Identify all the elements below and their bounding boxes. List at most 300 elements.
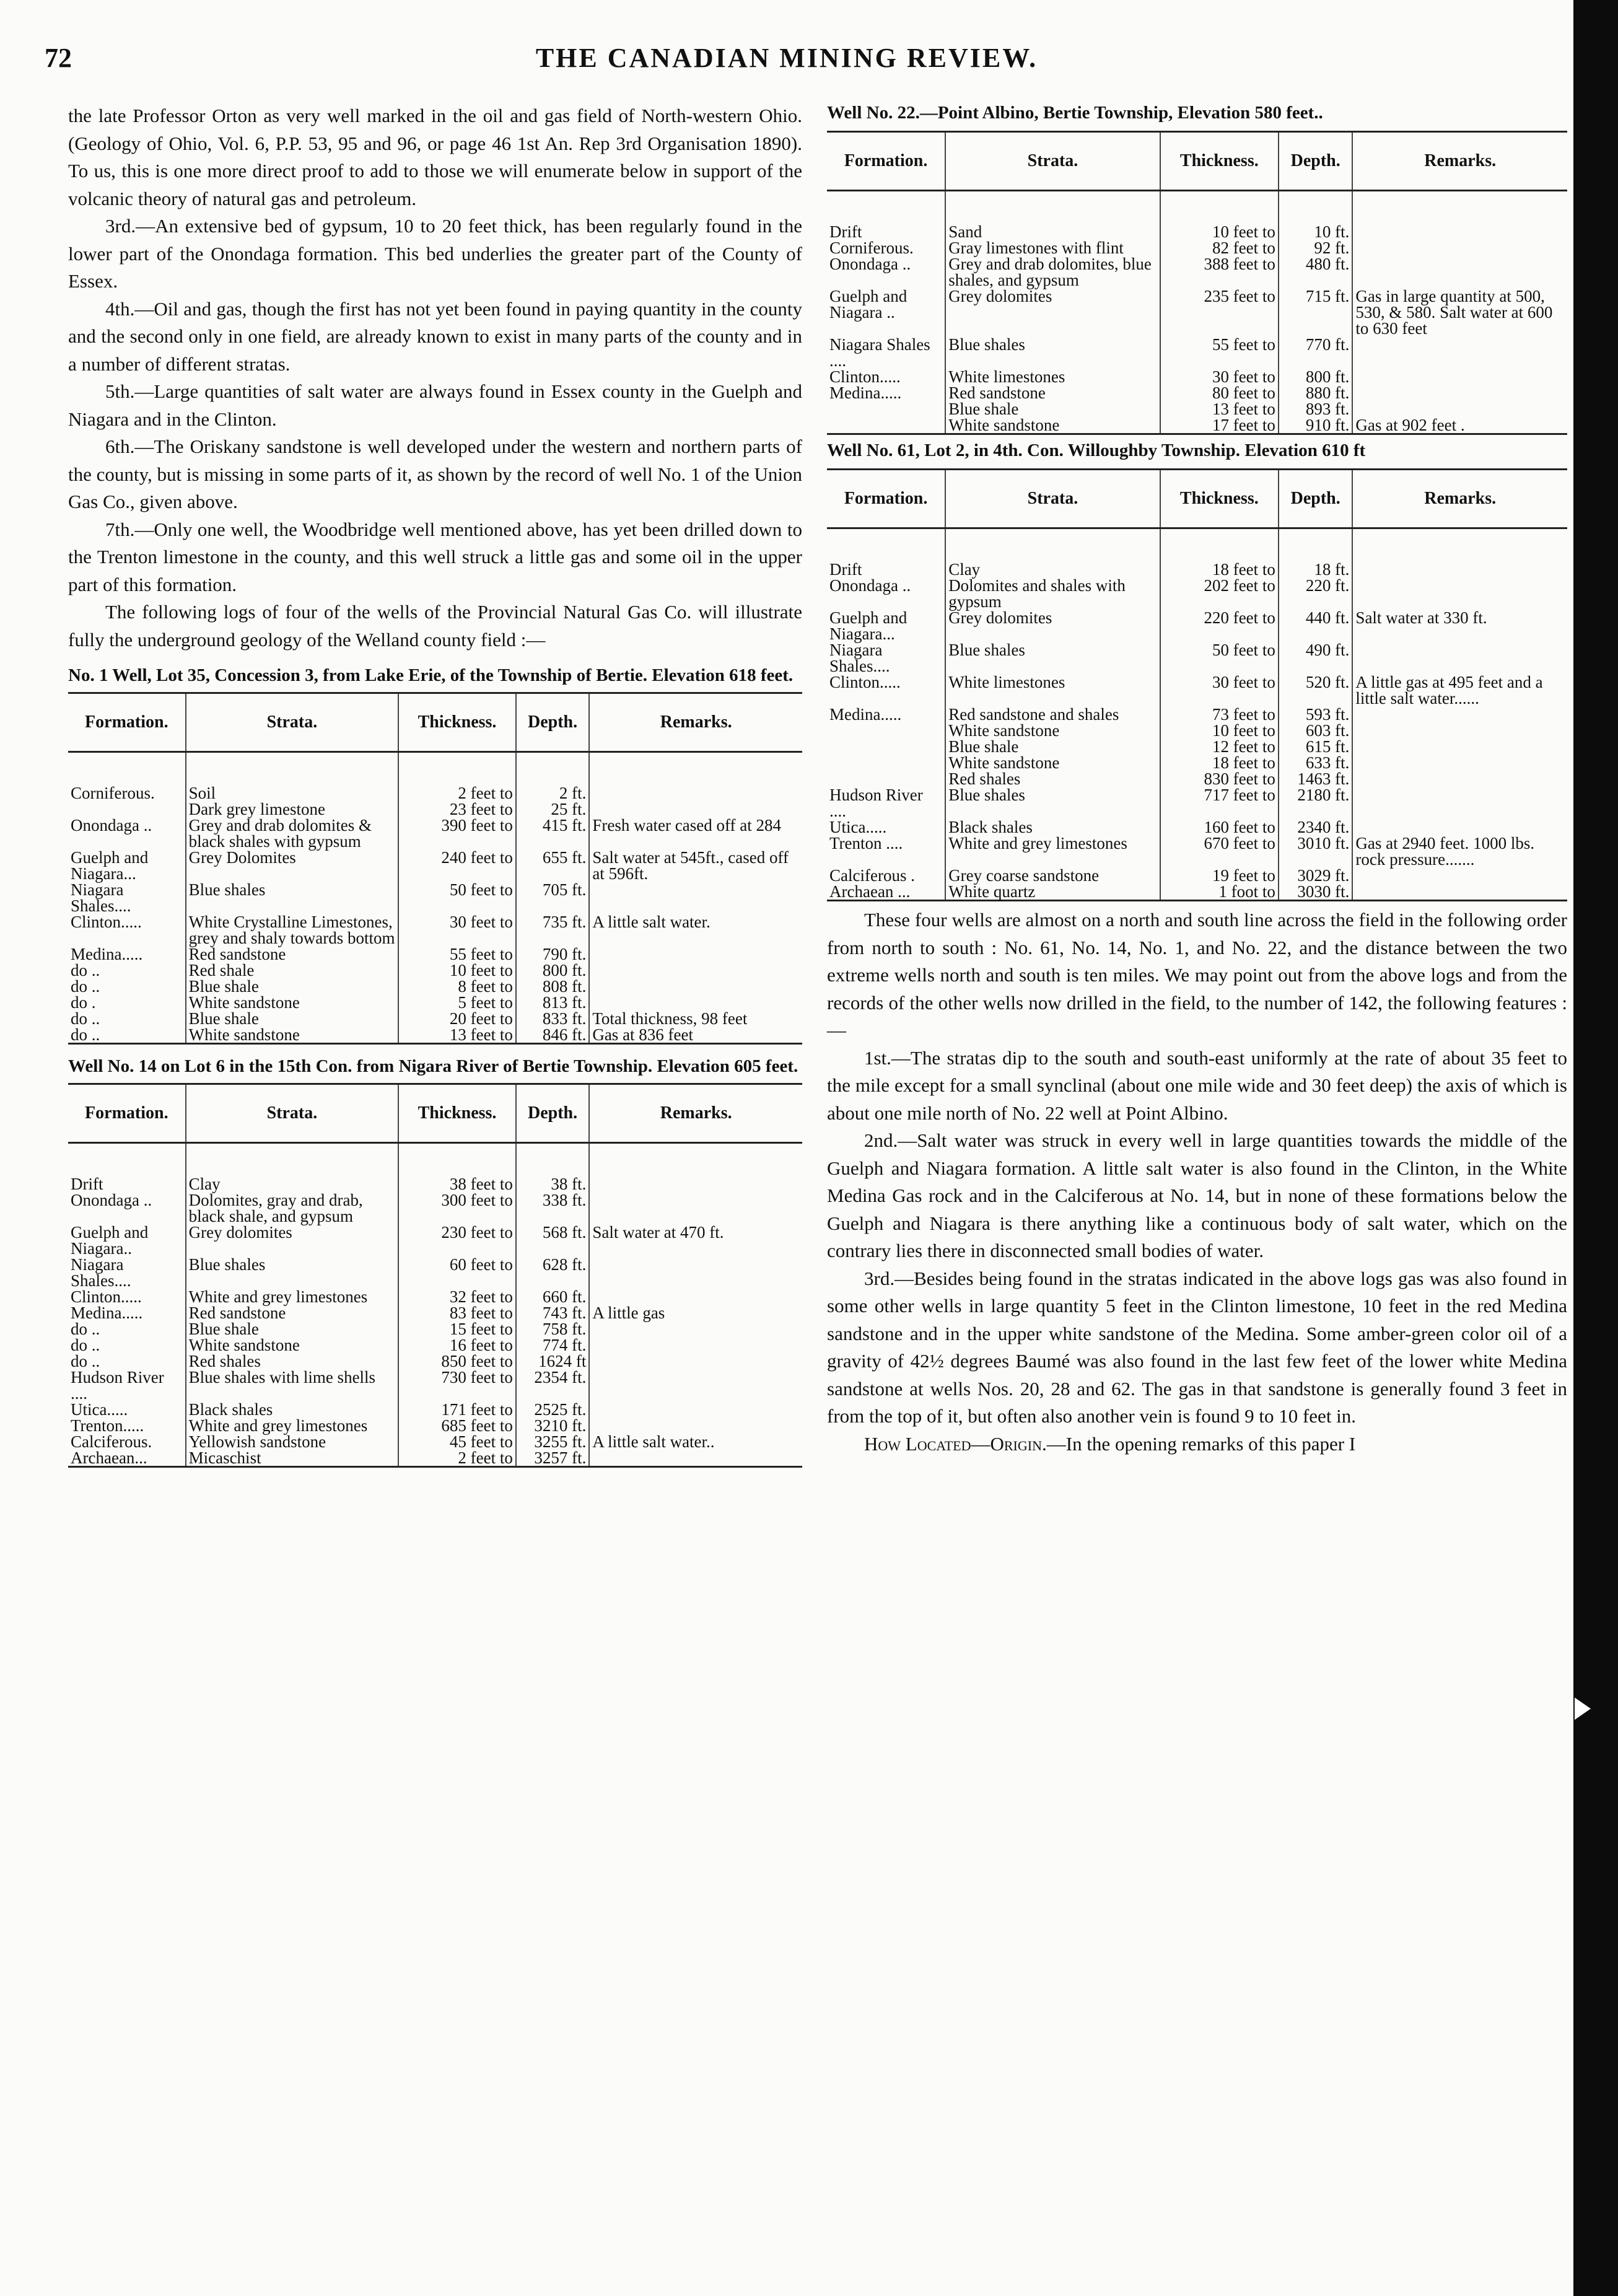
well-log-table-no1 bbox=[68, 692, 802, 1045]
well-log-table-no14 bbox=[68, 1083, 802, 1468]
column-header-depth: Depth. bbox=[1279, 132, 1353, 191]
cell-depth: 846 ft. bbox=[516, 1027, 590, 1044]
section-heading: How Located—Origin. bbox=[864, 1432, 1047, 1455]
cell-thickness: 18 feet to bbox=[1160, 561, 1279, 577]
cell-depth: 18 ft. bbox=[1279, 561, 1353, 577]
cell-remarks bbox=[589, 1353, 802, 1369]
log-table bbox=[68, 1083, 802, 1468]
cell-thickness: 730 feet to bbox=[398, 1369, 516, 1401]
table-row bbox=[68, 1353, 802, 1369]
cell-thickness: 8 feet to bbox=[398, 978, 516, 994]
cell-remarks bbox=[589, 1321, 802, 1337]
cell-remarks bbox=[1352, 561, 1567, 577]
cell-depth: 38 ft. bbox=[516, 1176, 590, 1192]
table-row bbox=[827, 385, 1567, 401]
cell-remarks bbox=[589, 1401, 802, 1417]
well-log-table-no61 bbox=[827, 468, 1567, 901]
cell-thickness: 55 feet to bbox=[1160, 336, 1279, 369]
cell-thickness: 30 feet to bbox=[1160, 674, 1279, 706]
cell-remarks: Salt water at 330 ft. bbox=[1352, 610, 1567, 642]
cell-formation: Corniferous. bbox=[71, 784, 155, 802]
table-row bbox=[827, 787, 1567, 819]
cell-thickness: 850 feet to bbox=[398, 1353, 516, 1369]
paragraph: the late Professor Orton as very well marked in the oil and gas field of North-western Ohio. (Geology of Ohio, Vol. 6, P.P. 53, 95 and 96, or page 46 1st An. Rep 3rd Organisation 1890). To us, this is one more direct proof to add to those we will enumerate below in support of the volcanic theory of natural gas and petroleum. bbox=[68, 105, 802, 209]
column-header-formation: Formation. bbox=[68, 693, 186, 752]
cell-remarks bbox=[589, 1176, 802, 1192]
table-row bbox=[68, 1256, 802, 1289]
cell-remarks bbox=[589, 1369, 802, 1401]
cell-thickness: 685 feet to bbox=[398, 1417, 516, 1434]
cell-remarks bbox=[1352, 385, 1567, 401]
cell-strata: White sandstone bbox=[945, 722, 1160, 738]
table-row bbox=[827, 674, 1567, 706]
cell-thickness: 10 feet to bbox=[1160, 224, 1279, 240]
cell-strata: Grey and drab dolomites, blue shales, and gypsum bbox=[945, 256, 1160, 288]
left-column bbox=[68, 102, 802, 1473]
cell-strata: Dolomites and shales with gypsum bbox=[945, 577, 1160, 610]
table-row bbox=[827, 835, 1567, 867]
cell-strata: White sandstone bbox=[186, 1337, 399, 1353]
column-header-strata: Strata. bbox=[186, 693, 399, 752]
cell-remarks: Salt water at 470 ft. bbox=[589, 1224, 802, 1256]
cell-depth: 2 ft. bbox=[516, 785, 590, 801]
table-row bbox=[68, 1450, 802, 1467]
cell-depth: 1463 ft. bbox=[1279, 771, 1353, 787]
cell-depth: 3255 ft. bbox=[516, 1434, 590, 1450]
paragraph: These four wells are almost on a north and south line across the field in the following order from north to south : No. 61, No. 14, No. 1, and No. 22, and the distance between the two extreme wells north and south is ten miles. We may point out from the above logs and from the records of the other wells now drilled in the field, to the number of 142, the following features :— bbox=[827, 909, 1567, 1041]
cell-thickness: 830 feet to bbox=[1160, 771, 1279, 787]
cell-remarks bbox=[1352, 240, 1567, 256]
cell-thickness: 55 feet to bbox=[398, 946, 516, 962]
cell-thickness: 32 feet to bbox=[398, 1289, 516, 1305]
table-row bbox=[68, 1401, 802, 1417]
table-row bbox=[68, 785, 802, 801]
table-row bbox=[827, 288, 1567, 336]
cell-thickness: 50 feet to bbox=[1160, 642, 1279, 674]
cell-strata: Blue shale bbox=[945, 738, 1160, 755]
table-row bbox=[68, 946, 802, 962]
cell-strata: Blue shale bbox=[186, 1010, 399, 1027]
cell-formation bbox=[827, 722, 945, 738]
cell-depth: 440 ft. bbox=[1279, 610, 1353, 642]
column-header-depth: Depth. bbox=[516, 1084, 590, 1143]
cell-formation: Trenton .... bbox=[829, 834, 903, 852]
table-row bbox=[827, 577, 1567, 610]
table-row bbox=[827, 819, 1567, 835]
cell-formation: Hudson River .... bbox=[71, 1368, 168, 1403]
cell-thickness: 23 feet to bbox=[398, 801, 516, 817]
cell-formation: Guelph and Niagara .. bbox=[829, 287, 911, 322]
cell-depth: 2354 ft. bbox=[516, 1369, 590, 1401]
cell-formation: Utica..... bbox=[71, 1400, 128, 1419]
paragraph: 6th.—The Oriskany sandstone is well developed under the western and northern parts of the county, but is missing in some parts of it, as shown by the record of well No. 1 of the Union Gas Co., given above. bbox=[68, 436, 802, 512]
cell-formation: Onondaga .. bbox=[71, 816, 152, 835]
cell-depth: 338 ft. bbox=[516, 1192, 590, 1224]
cell-formation: Drift bbox=[829, 560, 862, 579]
cell-formation: Onondaga .. bbox=[71, 1191, 152, 1209]
table-row bbox=[68, 1010, 802, 1027]
cell-depth: 3010 ft. bbox=[1279, 835, 1353, 867]
cell-strata: Clay bbox=[945, 561, 1160, 577]
table-row bbox=[68, 1289, 802, 1305]
cell-depth: 800 ft. bbox=[1279, 369, 1353, 385]
table-row bbox=[827, 369, 1567, 385]
paragraph: 2nd.—Salt water was struck in every well in large quantities towards the middle of the Guelph and Niagara formation. A little salt water is also found in the Clinton, in the White Medina Gas rock and in the Calciferous at No. 14, but in none of these formations below the Guelph and Niagara is there anything like a continuous body of salt water, which on the contrary lies there in disconnected small bodies of water. bbox=[827, 1129, 1567, 1261]
cell-thickness: 10 feet to bbox=[1160, 722, 1279, 738]
cell-strata: Gray limestones with flint bbox=[945, 240, 1160, 256]
column-header-formation: Formation. bbox=[827, 470, 945, 528]
cell-remarks bbox=[1352, 642, 1567, 674]
log-table bbox=[827, 131, 1567, 435]
table-row bbox=[827, 755, 1567, 771]
cell-thickness: 202 feet to bbox=[1160, 577, 1279, 610]
column-header-remarks: Remarks. bbox=[1352, 132, 1567, 191]
cell-formation: Medina..... bbox=[829, 383, 902, 402]
table-row bbox=[68, 1176, 802, 1192]
cell-depth: 1624 ft bbox=[516, 1353, 590, 1369]
cell-depth: 758 ft. bbox=[516, 1321, 590, 1337]
cell-depth: 3210 ft. bbox=[516, 1417, 590, 1434]
cell-depth: 735 ft. bbox=[516, 914, 590, 946]
cell-formation bbox=[827, 738, 945, 755]
cell-remarks bbox=[1352, 224, 1567, 240]
table-caption: No. 1 Well, Lot 35, Concession 3, from Lake Erie, of the Township of Bertie. Elevation 618 feet. bbox=[68, 665, 794, 685]
cell-formation: Guelph and Niagara.. bbox=[71, 1223, 152, 1258]
cell-thickness: 15 feet to bbox=[398, 1321, 516, 1337]
cell-remarks: Gas at 2940 feet. 1000 lbs. rock pressure....... bbox=[1352, 835, 1567, 867]
cell-depth: 92 ft. bbox=[1279, 240, 1353, 256]
cell-thickness: 12 feet to bbox=[1160, 738, 1279, 755]
cell-remarks bbox=[589, 1337, 802, 1353]
table-row bbox=[827, 561, 1567, 577]
cell-formation: do .. bbox=[71, 1320, 100, 1338]
table-row bbox=[68, 994, 802, 1010]
table-row bbox=[827, 771, 1567, 787]
table-row bbox=[68, 1369, 802, 1401]
table-row bbox=[68, 1337, 802, 1353]
cell-formation: Niagara Shales.... bbox=[71, 1255, 131, 1290]
cell-formation bbox=[827, 417, 945, 434]
cell-formation: do .. bbox=[71, 1352, 100, 1370]
table-row bbox=[827, 706, 1567, 722]
table-caption: Well No. 22.—Point Albino, Bertie Township, Elevation 580 feet.. bbox=[827, 103, 1323, 123]
column-header-thickness: Thickness. bbox=[1160, 132, 1279, 191]
cell-depth: 770 ft. bbox=[1279, 336, 1353, 369]
cell-strata: White sandstone bbox=[186, 994, 399, 1010]
section-text: —In the opening remarks of this paper I bbox=[1046, 1432, 1356, 1455]
cell-depth: 808 ft. bbox=[516, 978, 590, 994]
paragraph: 1st.—The stratas dip to the south and south-east uniformly at the rate of about 35 feet to the mile except for a small synclinal (about one mile wide and 30 feet deep) the axis of which is about one mile north of No. 22 well at Point Albino. bbox=[827, 1046, 1567, 1124]
cell-thickness: 230 feet to bbox=[398, 1224, 516, 1256]
cell-thickness: 220 feet to bbox=[1160, 610, 1279, 642]
cell-remarks bbox=[1352, 722, 1567, 738]
cell-formation: Medina..... bbox=[829, 705, 902, 724]
table-row bbox=[827, 224, 1567, 240]
cell-strata: Grey and drab dolomites & black shales with gypsum bbox=[186, 817, 399, 849]
cell-formation: Corniferous. bbox=[829, 239, 914, 257]
cell-depth: 655 ft. bbox=[516, 849, 590, 882]
table-row bbox=[68, 1305, 802, 1321]
cell-remarks bbox=[589, 1289, 802, 1305]
cell-formation bbox=[827, 755, 945, 771]
column-header-thickness: Thickness. bbox=[1160, 470, 1279, 528]
column-header-depth: Depth. bbox=[516, 693, 590, 752]
cell-remarks bbox=[1352, 706, 1567, 722]
column-header-strata: Strata. bbox=[945, 132, 1160, 191]
cell-strata: Yellowish sandstone bbox=[186, 1434, 399, 1450]
cell-depth: 3029 ft. bbox=[1279, 867, 1353, 883]
table-caption: Well No. 61, Lot 2, in 4th. Con. Willoughby Township. Elevation 610 ft bbox=[827, 440, 1366, 460]
cell-depth: 910 ft. bbox=[1279, 417, 1353, 434]
paragraph bbox=[827, 1431, 1567, 1458]
cell-strata: Red shale bbox=[186, 962, 399, 978]
column-header-depth: Depth. bbox=[1279, 470, 1353, 528]
cell-remarks bbox=[1352, 787, 1567, 819]
cell-formation: do .. bbox=[71, 1336, 100, 1354]
cell-thickness: 17 feet to bbox=[1160, 417, 1279, 434]
cell-strata: Blue shales bbox=[186, 882, 399, 914]
cell-thickness: 16 feet to bbox=[398, 1337, 516, 1353]
cell-strata: Blue shale bbox=[186, 1321, 399, 1337]
cell-thickness: 38 feet to bbox=[398, 1176, 516, 1192]
cell-strata: Blue shales bbox=[945, 336, 1160, 369]
cell-strata: White and grey limestones bbox=[186, 1289, 399, 1305]
cell-depth: 715 ft. bbox=[1279, 288, 1353, 336]
cell-depth: 628 ft. bbox=[516, 1256, 590, 1289]
cell-thickness: 670 feet to bbox=[1160, 835, 1279, 867]
cell-strata: Micaschist bbox=[186, 1450, 399, 1467]
cell-strata: Red sandstone bbox=[186, 946, 399, 962]
log-table bbox=[827, 468, 1567, 901]
cell-remarks: A little salt water.. bbox=[589, 1434, 802, 1450]
cell-formation: Guelph and Niagara... bbox=[71, 848, 152, 883]
table-row bbox=[68, 849, 802, 882]
cell-depth: 10 ft. bbox=[1279, 224, 1353, 240]
cell-remarks bbox=[1352, 771, 1567, 787]
table-row bbox=[68, 801, 802, 817]
cell-strata: Clay bbox=[186, 1176, 399, 1192]
cell-strata: Black shales bbox=[945, 819, 1160, 835]
cell-strata: White sandstone bbox=[945, 417, 1160, 434]
column-header-remarks: Remarks. bbox=[1352, 470, 1567, 528]
paragraph: 3rd.—An extensive bed of gypsum, 10 to 20 feet thick, has been regularly found in the lower part of the Onondaga formation. This bed underlies the greater part of the County of Essex. bbox=[68, 215, 802, 292]
log-table bbox=[68, 692, 802, 1045]
cell-depth: 220 ft. bbox=[1279, 577, 1353, 610]
cell-thickness: 20 feet to bbox=[398, 1010, 516, 1027]
cell-remarks: A little salt water. bbox=[589, 914, 802, 946]
cell-depth: 603 ft. bbox=[1279, 722, 1353, 738]
column-header-remarks: Remarks. bbox=[589, 1084, 802, 1143]
table-row bbox=[827, 610, 1567, 642]
cell-remarks: A little gas at 495 feet and a little salt water...... bbox=[1352, 674, 1567, 706]
cell-remarks bbox=[1352, 755, 1567, 771]
cell-depth: 2525 ft. bbox=[516, 1401, 590, 1417]
cell-formation: Guelph and Niagara... bbox=[829, 608, 911, 643]
cell-remarks bbox=[589, 946, 802, 962]
cell-remarks bbox=[589, 978, 802, 994]
table-row bbox=[827, 240, 1567, 256]
table-row bbox=[68, 1224, 802, 1256]
cell-strata: Grey dolomites bbox=[186, 1224, 399, 1256]
cell-thickness: 18 feet to bbox=[1160, 755, 1279, 771]
cell-thickness: 1 foot to bbox=[1160, 883, 1279, 901]
cell-formation: Drift bbox=[71, 1175, 103, 1193]
cell-thickness: 13 feet to bbox=[1160, 401, 1279, 417]
cell-strata: Red shales bbox=[186, 1353, 399, 1369]
cell-strata: Blue shale bbox=[186, 978, 399, 994]
cell-formation: Drift bbox=[829, 222, 862, 241]
table-row bbox=[68, 1192, 802, 1224]
cell-strata: Dark grey limestone bbox=[186, 801, 399, 817]
cell-strata: White and grey limestones bbox=[186, 1417, 399, 1434]
table-row bbox=[827, 722, 1567, 738]
cell-depth: 3257 ft. bbox=[516, 1450, 590, 1467]
cell-depth: 568 ft. bbox=[516, 1224, 590, 1256]
cell-formation: Hudson River .... bbox=[829, 786, 927, 820]
cell-strata: Blue shales with lime shells bbox=[186, 1369, 399, 1401]
cell-thickness: 240 feet to bbox=[398, 849, 516, 882]
cell-remarks: Gas at 902 feet . bbox=[1352, 417, 1567, 434]
cell-strata: Grey Dolomites bbox=[186, 849, 399, 882]
cell-thickness: 19 feet to bbox=[1160, 867, 1279, 883]
cell-depth: 3030 ft. bbox=[1279, 883, 1353, 901]
cell-depth: 813 ft. bbox=[516, 994, 590, 1010]
cell-depth: 520 ft. bbox=[1279, 674, 1353, 706]
cell-thickness: 82 feet to bbox=[1160, 240, 1279, 256]
cell-depth: 800 ft. bbox=[516, 962, 590, 978]
table-row bbox=[68, 1027, 802, 1044]
cell-strata: White Crystalline Limestones, grey and shaly towards bottom bbox=[186, 914, 399, 946]
cell-strata: Grey dolomites bbox=[945, 610, 1160, 642]
cell-formation bbox=[827, 401, 945, 417]
cell-depth: 615 ft. bbox=[1279, 738, 1353, 755]
cell-strata: Black shales bbox=[186, 1401, 399, 1417]
paragraph: 3rd.—Besides being found in the stratas indicated in the above logs gas was also found in some other wells in large quantity 5 feet in the Clinton limestone, 10 feet in the red Medina sandstone and in the upper white sandstone of the Medina. Some amber-green color oil of a gravity of 42½ degrees Baumé was also found in the last few feet of the lower white Medina sandstone at wells Nos. 20, 28 and 62. The gas in that sandstone is generally found 3 feet in from the top of it, but often also another vein is found 9 to 10 feet in. bbox=[827, 1267, 1567, 1427]
cell-strata: White limestones bbox=[945, 674, 1160, 706]
cell-depth: 633 ft. bbox=[1279, 755, 1353, 771]
paragraph: 5th.—Large quantities of salt water are always found in Essex county in the Guelph and Niagara and in the Clinton. bbox=[68, 380, 802, 430]
cell-remarks bbox=[589, 1256, 802, 1289]
cell-thickness: 83 feet to bbox=[398, 1305, 516, 1321]
cell-strata: Blue shales bbox=[186, 1256, 399, 1289]
cell-formation: Trenton..... bbox=[71, 1416, 144, 1435]
column-header-formation: Formation. bbox=[68, 1084, 186, 1143]
table-row bbox=[827, 336, 1567, 369]
cell-strata: White quartz bbox=[945, 883, 1160, 901]
page-turn-arrow-icon[interactable] bbox=[1575, 1698, 1591, 1720]
cell-depth: 774 ft. bbox=[516, 1337, 590, 1353]
cell-remarks: Total thickness, 98 feet bbox=[589, 1010, 802, 1027]
cell-formation: Onondaga .. bbox=[829, 576, 911, 595]
cell-strata: Grey coarse sandstone bbox=[945, 867, 1160, 883]
column-header-thickness: Thickness. bbox=[398, 1084, 516, 1143]
cell-remarks bbox=[1352, 867, 1567, 883]
cell-thickness: 30 feet to bbox=[1160, 369, 1279, 385]
table-row bbox=[68, 817, 802, 849]
table-row bbox=[68, 1417, 802, 1434]
cell-depth: 2340 ft. bbox=[1279, 819, 1353, 835]
cell-formation: Archaean... bbox=[68, 1450, 186, 1467]
column-header-formation: Formation. bbox=[827, 132, 945, 191]
table-row bbox=[827, 417, 1567, 434]
table-row bbox=[827, 883, 1567, 901]
cell-thickness: 2 feet to bbox=[398, 1450, 516, 1467]
cell-remarks bbox=[589, 1450, 802, 1467]
cell-depth: 25 ft. bbox=[516, 801, 590, 817]
right-column bbox=[827, 102, 1567, 1458]
cell-thickness: 390 feet to bbox=[398, 817, 516, 849]
cell-remarks: A little gas bbox=[589, 1305, 802, 1321]
table-row bbox=[827, 642, 1567, 674]
cell-formation: Medina..... bbox=[71, 1304, 143, 1322]
cell-strata: Sand bbox=[945, 224, 1160, 240]
cell-strata: Blue shales bbox=[945, 642, 1160, 674]
cell-remarks bbox=[589, 1417, 802, 1434]
cell-thickness: 300 feet to bbox=[398, 1192, 516, 1224]
cell-strata: Red sandstone and shales bbox=[945, 706, 1160, 722]
cell-remarks bbox=[589, 801, 802, 817]
well-log-table-no22 bbox=[827, 131, 1567, 435]
cell-strata: White and grey limestones bbox=[945, 835, 1160, 867]
table-row bbox=[68, 914, 802, 946]
cell-depth: 705 ft. bbox=[516, 882, 590, 914]
cell-strata: Grey dolomites bbox=[945, 288, 1160, 336]
cell-remarks: Gas at 836 feet bbox=[589, 1027, 802, 1044]
cell-thickness: 30 feet to bbox=[398, 914, 516, 946]
page-number: 72 bbox=[45, 43, 72, 73]
table-row bbox=[68, 1321, 802, 1337]
cell-remarks: Fresh water cased off at 284 bbox=[589, 817, 802, 849]
cell-strata: White sandstone bbox=[186, 1027, 399, 1044]
cell-thickness: 388 feet to bbox=[1160, 256, 1279, 288]
column-header-strata: Strata. bbox=[186, 1084, 399, 1143]
cell-depth: 833 ft. bbox=[516, 1010, 590, 1027]
cell-formation: Clinton..... bbox=[829, 673, 901, 691]
cell-formation: Calciferous . bbox=[829, 866, 915, 885]
cell-formation bbox=[68, 801, 186, 817]
cell-thickness: 13 feet to bbox=[398, 1027, 516, 1044]
cell-strata: Soil bbox=[186, 785, 399, 801]
cell-thickness: 5 feet to bbox=[398, 994, 516, 1010]
paragraph: 7th.—Only one well, the Woodbridge well mentioned above, has yet been drilled down to the Trenton limestone in the county, and this well struck a little gas and some oil in the upper part of this formation. bbox=[68, 518, 802, 595]
cell-thickness: 160 feet to bbox=[1160, 819, 1279, 835]
cell-thickness: 80 feet to bbox=[1160, 385, 1279, 401]
cell-thickness: 60 feet to bbox=[398, 1256, 516, 1289]
cell-thickness: 50 feet to bbox=[398, 882, 516, 914]
paragraph: 4th.—Oil and gas, though the first has not yet been found in paying quantity in the county and the second only in one field, are already known to exist in many parts of the county and in a number of different stratas. bbox=[68, 297, 802, 375]
cell-formation: Niagara Shales.... bbox=[71, 880, 131, 915]
cell-thickness: 717 feet to bbox=[1160, 787, 1279, 819]
column-header-thickness: Thickness. bbox=[398, 693, 516, 752]
table-row bbox=[68, 1434, 802, 1450]
cell-formation: Clinton..... bbox=[829, 367, 901, 386]
cell-formation: Clinton..... bbox=[71, 913, 142, 931]
scan-edge-bar bbox=[1573, 0, 1618, 2296]
table-row bbox=[68, 882, 802, 914]
cell-formation: do .. bbox=[71, 961, 100, 979]
cell-strata: Red shales bbox=[945, 771, 1160, 787]
cell-strata: Blue shales bbox=[945, 787, 1160, 819]
table-row bbox=[68, 978, 802, 994]
paragraph: The following logs of four of the wells of the Provincial Natural Gas Co. will illustrate fully the underground geology of the Welland county field :— bbox=[68, 601, 802, 651]
cell-depth: 593 ft. bbox=[1279, 706, 1353, 722]
cell-depth: 415 ft. bbox=[516, 817, 590, 849]
cell-strata: Blue shale bbox=[945, 401, 1160, 417]
cell-remarks bbox=[589, 962, 802, 978]
table-row bbox=[68, 962, 802, 978]
cell-thickness: 171 feet to bbox=[398, 1401, 516, 1417]
cell-formation: Clinton..... bbox=[71, 1287, 142, 1306]
